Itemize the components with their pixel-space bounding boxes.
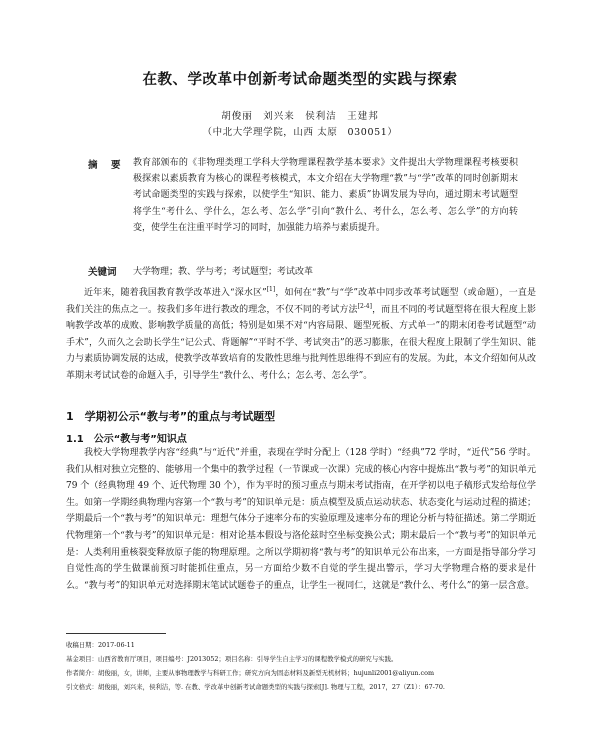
section-1-1-heading: 1.1 公示“教与考”知识点 <box>66 434 187 445</box>
intro-paragraph <box>66 285 536 385</box>
keywords-text: 大学物理；教、学与考；考试题型；考试改革 <box>133 267 314 277</box>
footnote-received: 收稿日期：2017-06-11 <box>66 641 135 649</box>
paper-affiliation: （中北大学理学院，山西 太原 030051） <box>202 127 398 138</box>
footnote-fund: 基金项目：山西省教育厅项目，项目编号：J2013052；项目名称：引导学生自主学习的课程教学模式的研究与实践。 <box>66 655 398 663</box>
paper-title: 在教、学改革中创新考试命题类型的实践与探索 <box>142 72 458 88</box>
footnote-citation: 引文格式：胡俊丽，刘兴来，侯利洁，等. 在教、学改革中创新考试命题类型的实践与探索[J]. 物理与工程，2017，27（Z1）：67-70. <box>66 683 445 691</box>
intro-text-part3: ，而且不同的考试题型将在很大程度上影响教学改革的成败、影响教学质量的高低；特别是如果不对“内容局限、题型死板、方式单一”的期末闭卷考试题型“动手术”，久而久之会助长学生“记公式、背题解”“平时不学、考试突击”的恶习膨胀，在很大程度上限制了学生知识、能力与素质协调发展的达成，使教学改革致培育的发散性思维与批判性思维得不到应有的发展。为此，本文介绍如何从改革期末考试试卷的命题入手，引导学生“教什么、考什么；怎么考、怎么学”。 <box>66 304 536 381</box>
intro-text-part1: 近年来，随着我国教育教学改革进入“深水区” <box>84 288 267 298</box>
abstract-text: 教育部颁布的《非物理类理工学科大学物理课程教学基本要求》文件提出大学物理课程考核要积极探索以素质教育为核心的课程考核模式，本文介绍在大学物理“教”与“学”改革的同时创新期末考试命题类型的实践与探索，以使学生“知识、能力、素质”协调发展为导向，通过期末考试题型将学生“考什么、学什么，怎么考、怎么学”引向“教什么、考什么，怎么考、怎么学”的方向转变，使学生在注重平时学习的同时，加强能力培养与素质提升。 <box>133 158 518 233</box>
keywords-label: 关键词 <box>88 267 117 278</box>
section-1-heading: 1 学期初公示“教与考”的重点与考试题型 <box>66 410 276 423</box>
abstract-label: 摘 要 <box>88 160 123 171</box>
footnote-divider <box>66 633 166 634</box>
paper-authors: 胡俊丽 刘兴来 侯利洁 王建邦 <box>221 111 379 122</box>
footnote-author: 作者简介：胡俊丽，女，讲师，主要从事物理教学与科研工作；研究方向为固态材料及新型无机材料；hujunli2001@aliyun.com <box>66 669 435 677</box>
intro-text-part2: ，如何在“教”与“学”改革中同步改革考试题型（或命题），一直是我们关注的焦点之一。按我们多年进行教改的理念，不仅不同的考试方法 <box>66 288 536 315</box>
section-1-1-paragraph: 我校大学物理教学内容“经典”与“近代”并重，表现在学时分配上（128 学时）“经典”72 学时，“近代”56 学时。我们从相对独立完整的、能够用一个集中的教学过程（一节课或一次课）完成的核心内容中提炼出“教与考”的知识单元 79 个（经典物理 49 个、近代物理 30 个），作为平时的预习重点与期末考试指南，在开学初以电子稿形式发给每位学生。如第一学期经典物理内容第一个“教与考”的知识单元是：质点模型及质点运动状态、状态变化与运动过程的描述；学期最后一个“教与考”的知识单元：理想气体分子速率分布的实验原理及速率分布的理论分析与特征描述。第二学期近代物理第一个“教与考”的知识单元是：相对论基本假设与洛伦兹时空坐标变换公式；期末最后一个“教与考”的知识单元是：人类利用重核裂变释放原子能的物理原理。之所以学期初将“教与考”的知识单元公布出来，一方面是指导部分学习自觉性高的学生做课前预习时能抓住重点，另一方面给少数不自觉的学生提出警示，学习大学物理合格的要求是什么。“教与考”的知识单元对选择期末笔试试题卷子的重点，让学生一视同仁，这就是“教什么、考什么”的第一层含意。 <box>66 448 536 591</box>
citation-ref-1: [1] <box>266 286 276 293</box>
citation-ref-2: [2-4] <box>357 302 372 310</box>
